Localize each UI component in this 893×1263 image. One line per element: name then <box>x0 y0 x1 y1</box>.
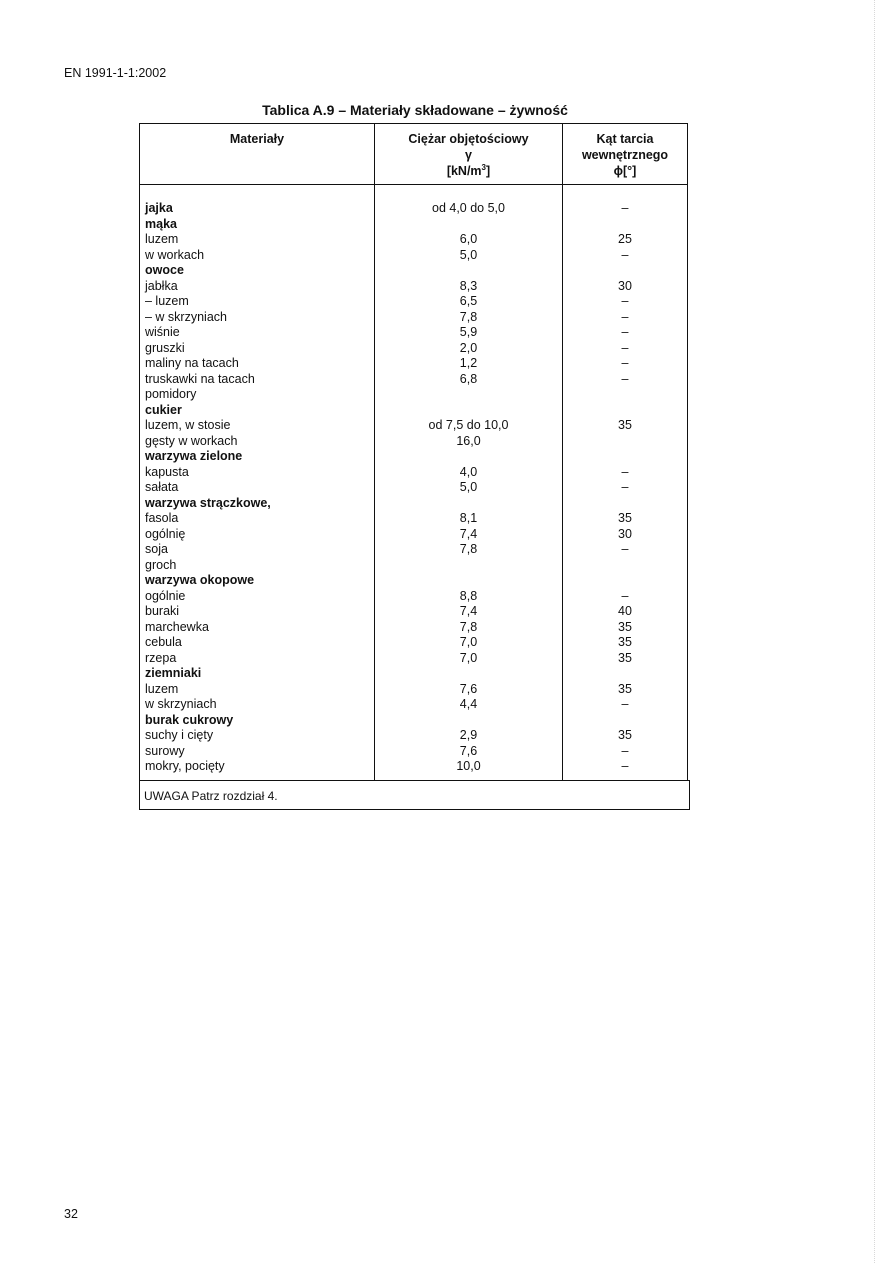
table-row <box>140 279 687 295</box>
table-row <box>140 496 687 512</box>
cell-unit-weight: 7,0 <box>459 635 478 649</box>
cell-material: marchewka <box>145 619 209 634</box>
cell-friction-angle: – <box>621 201 629 215</box>
cell-unit-weight: 4,4 <box>459 697 478 711</box>
table-row <box>140 666 687 682</box>
cell-friction-angle: – <box>621 294 629 308</box>
table-row <box>140 403 687 419</box>
cell-friction-angle: – <box>621 743 629 758</box>
table-row <box>140 480 687 496</box>
table-row <box>140 248 687 264</box>
cell-material: soja <box>145 542 168 556</box>
cell-friction-angle: – <box>621 759 629 773</box>
header-phi-symbol: ϕ[°] <box>613 164 637 178</box>
cell-material: suchy i cięty <box>145 728 214 742</box>
table-note: UWAGA Patrz rozdział 4. <box>139 780 690 810</box>
table-row <box>140 294 687 310</box>
table-row <box>140 527 687 543</box>
table-row <box>140 232 687 248</box>
cell-material: owoce <box>145 263 184 277</box>
table-row <box>140 682 687 698</box>
cell-material: truskawki na tacach <box>145 371 255 386</box>
table-row <box>140 511 687 527</box>
cell-unit-weight: 7,4 <box>459 526 478 541</box>
cell-unit-weight: 7,4 <box>459 604 478 618</box>
cell-material: jabłka <box>145 278 178 293</box>
cell-material: rzepa <box>145 650 177 665</box>
cell-unit-weight: 7,0 <box>459 650 478 665</box>
cell-unit-weight: 4,0 <box>459 464 478 479</box>
cell-material: – luzem <box>145 294 189 308</box>
table-row <box>140 341 687 357</box>
cell-friction-angle: – <box>621 542 629 556</box>
cell-material: fasola <box>145 511 179 525</box>
header-unit <box>375 163 562 179</box>
cell-material: warzywa okopowe <box>145 573 255 587</box>
cell-material: luzem, w stosie <box>145 418 231 432</box>
cell-unit-weight: 1,2 <box>459 356 478 370</box>
header-friction-angle-line2: wewnętrznego <box>581 148 669 162</box>
cell-material: jajka <box>145 201 173 215</box>
cell-friction-angle: 35 <box>618 681 632 696</box>
cell-material: groch <box>145 557 177 572</box>
scan-edge-artifact <box>874 0 891 1263</box>
table-row <box>140 604 687 620</box>
cell-material: burak cukrowy <box>145 712 234 727</box>
cell-friction-angle: 35 <box>618 418 632 432</box>
table-row <box>140 217 687 233</box>
header-unit-close: ] <box>486 164 491 178</box>
cell-unit-weight: 6,0 <box>459 232 478 246</box>
table-row <box>140 263 687 279</box>
cell-friction-angle: 35 <box>618 650 632 665</box>
header-unit-base: [kN/m <box>446 164 482 178</box>
cell-material: w workach <box>145 247 205 262</box>
cell-friction-angle: – <box>621 309 629 324</box>
cell-material: gęsty w workach <box>145 433 238 448</box>
cell-material: warzywa strączkowe, <box>145 495 271 510</box>
cell-unit-weight: 6,8 <box>459 371 478 386</box>
page-number: 32 <box>64 1207 78 1221</box>
cell-material: ziemniaki <box>145 666 202 680</box>
table-row <box>140 759 687 775</box>
table-row <box>140 310 687 326</box>
header-gamma-symbol: γ <box>465 148 472 162</box>
cell-unit-weight: 7,8 <box>459 619 478 634</box>
cell-friction-angle: 35 <box>618 511 632 525</box>
cell-unit-weight: 8,3 <box>459 278 478 293</box>
cell-friction-angle: 30 <box>618 526 632 541</box>
cell-unit-weight: 10,0 <box>456 759 481 773</box>
table-row <box>140 728 687 744</box>
cell-friction-angle: 40 <box>618 604 632 618</box>
header-materials-label: Materiały <box>229 132 285 146</box>
cell-friction-angle: – <box>621 356 629 370</box>
table-row <box>140 573 687 589</box>
cell-material: gruszki <box>145 340 185 355</box>
cell-friction-angle: – <box>621 247 629 262</box>
cell-material: pomidory <box>145 387 197 401</box>
cell-unit-weight: od 7,5 do 10,0 <box>428 418 509 432</box>
cell-unit-weight: 5,0 <box>459 480 478 494</box>
table-row <box>140 620 687 636</box>
table-row <box>140 356 687 372</box>
header-unit-weight-label: Ciężar objętościowy <box>408 132 529 146</box>
table-row <box>140 558 687 574</box>
cell-material: – w skrzyniach <box>145 309 227 324</box>
cell-friction-angle: – <box>621 464 629 479</box>
table-row <box>140 697 687 713</box>
cell-friction-angle: – <box>621 588 629 603</box>
cell-friction-angle: 35 <box>618 635 632 649</box>
table-row <box>140 325 687 341</box>
table-row <box>140 387 687 403</box>
table-row <box>140 589 687 605</box>
cell-unit-weight: 7,8 <box>459 542 478 556</box>
cell-material: ogólnie <box>145 588 186 603</box>
cell-friction-angle: – <box>621 325 629 339</box>
cell-material: kapusta <box>145 464 189 479</box>
cell-unit-weight: od 4,0 do 5,0 <box>432 201 505 215</box>
table-row <box>140 744 687 760</box>
cell-friction-angle: 30 <box>618 278 632 293</box>
cell-material: w skrzyniach <box>145 697 217 711</box>
document-reference: EN 1991-1-1:2002 <box>64 66 167 80</box>
cell-material: ogólnię <box>145 526 186 541</box>
cell-unit-weight: 8,1 <box>459 511 478 525</box>
cell-friction-angle: 35 <box>618 619 632 634</box>
cell-unit-weight: 7,6 <box>459 743 478 758</box>
cell-material: cebula <box>145 635 182 649</box>
cell-material: mokry, pocięty <box>145 759 225 773</box>
table-row <box>140 542 687 558</box>
table-row <box>140 465 687 481</box>
cell-unit-weight: 2,0 <box>459 340 478 355</box>
cell-unit-weight: 5,0 <box>459 247 478 262</box>
cell-material: wiśnie <box>145 325 180 339</box>
header-materials <box>140 131 374 147</box>
table-body <box>140 201 687 775</box>
cell-friction-angle: – <box>621 480 629 494</box>
cell-material: luzem <box>145 232 179 246</box>
header-unit-weight <box>375 131 562 179</box>
table-title: Tablica A.9 – Materiały składowane – żywność <box>262 102 568 118</box>
cell-material: maliny na tacach <box>145 356 239 370</box>
cell-unit-weight: 5,9 <box>459 325 478 339</box>
cell-unit-weight: 16,0 <box>456 433 481 448</box>
cell-unit-weight: 7,8 <box>459 309 478 324</box>
table-row <box>140 434 687 450</box>
cell-friction-angle: – <box>621 340 629 355</box>
table-row <box>140 713 687 729</box>
table-row <box>140 651 687 667</box>
cell-unit-weight: 8,8 <box>459 588 478 603</box>
cell-friction-angle: 25 <box>618 232 632 246</box>
cell-unit-weight: 7,6 <box>459 681 478 696</box>
cell-friction-angle: – <box>621 371 629 386</box>
cell-unit-weight: 2,9 <box>459 728 478 742</box>
header-friction-angle <box>563 131 687 179</box>
cell-material: warzywa zielone <box>145 449 243 463</box>
cell-friction-angle: – <box>621 697 629 711</box>
cell-material: sałata <box>145 480 179 494</box>
table-row <box>140 201 687 217</box>
table-row <box>140 449 687 465</box>
table-row <box>140 372 687 388</box>
cell-material: surowy <box>145 743 185 758</box>
cell-unit-weight: 6,5 <box>459 294 478 308</box>
materials-table <box>139 123 688 781</box>
cell-friction-angle: 35 <box>618 728 632 742</box>
cell-material: cukier <box>145 402 182 417</box>
header-friction-angle-line1: Kąt tarcia <box>596 132 654 146</box>
cell-material: mąka <box>145 216 177 231</box>
header-unit-exponent: 3 <box>481 162 486 172</box>
table-row <box>140 418 687 434</box>
table-row <box>140 635 687 651</box>
header-separator <box>140 184 687 185</box>
cell-material: buraki <box>145 604 180 618</box>
cell-material: luzem <box>145 681 179 696</box>
